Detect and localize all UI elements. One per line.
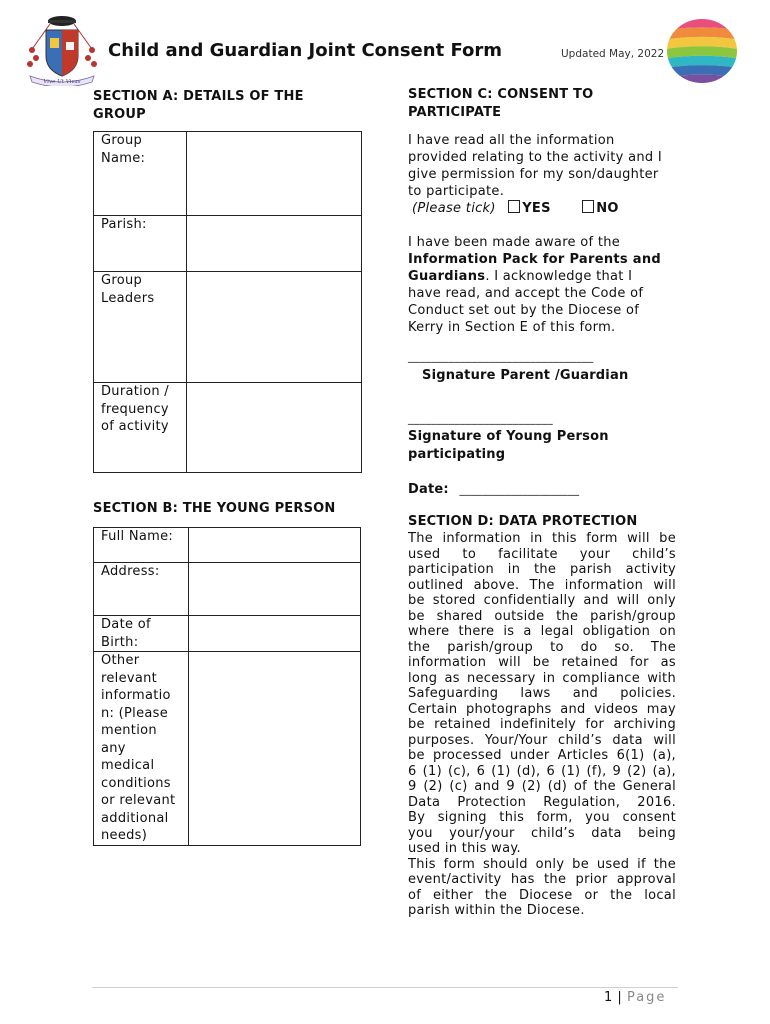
section-b-heading: SECTION B: THE YOUNG PERSON: [93, 501, 336, 516]
section-c: [408, 86, 676, 336]
colorful-globe-logo: [666, 18, 738, 84]
young-person-signature-label: Signature of Young Person participating: [408, 429, 609, 462]
group-name-row: [94, 132, 362, 216]
section-a-table: [93, 131, 362, 473]
full-name-row: [94, 528, 361, 563]
text-line: By signing this form, you consent: [408, 810, 676, 825]
address-row: [94, 563, 361, 616]
text-line: The information in this form will be: [408, 531, 676, 546]
text-line: This form should only be used if the: [408, 856, 676, 872]
date-label: Date:: [408, 482, 449, 497]
text-line: where there is a legal obligation on: [408, 624, 676, 639]
address-field[interactable]: [189, 563, 361, 616]
parish-row: [94, 216, 362, 272]
dob-row: [94, 616, 361, 652]
page-title: Child and Guardian Joint Consent Form: [108, 40, 503, 61]
crest-motto: Vive Ut Vivas: [43, 79, 81, 85]
text-line: be stored confidentially and will only: [408, 593, 676, 608]
updated-date: Updated May, 2022: [561, 48, 665, 60]
dob-field[interactable]: [189, 616, 361, 652]
info-pack-paragraph: I have been made aware of the Information Pack for Parents and Guardians. I acknowledge that I have read, and accept the Code of Conduct set out by the Diocese of Kerry in Section E of this form.: [408, 235, 661, 335]
text-line: of either the Diocese or the local: [408, 887, 676, 903]
text-line: be processed under Articles 6(1) (a),: [408, 748, 676, 763]
group-name-label: Group Name:: [94, 132, 187, 216]
text-line: you your/your child’s data being: [408, 825, 676, 841]
other-info-row: [94, 652, 361, 846]
full-name-field[interactable]: [189, 528, 361, 563]
text-line: participation in the parish activity: [408, 562, 676, 577]
text-line: used to facilitate your child’s: [408, 546, 676, 562]
text-line: 6 (1) (c), 6 (1) (d), 6 (1) (f), 9 (2) (a),: [408, 763, 676, 779]
text-line: the parish/group to do so. The: [408, 639, 676, 655]
text-line: be retained indefinitely for archiving: [408, 717, 676, 732]
parish-label: Parish:: [94, 216, 187, 272]
yes-checkbox[interactable]: YES: [508, 201, 551, 216]
other-info-field[interactable]: [189, 652, 361, 846]
young-person-signature-line[interactable]: _________________________: [408, 412, 553, 425]
other-info-label: Other relevant informatio n: (Please mention any medical conditions or relevant additional needs): [94, 652, 189, 846]
address-label: Address:: [94, 563, 189, 616]
parish-field[interactable]: [187, 216, 362, 272]
consent-tick-row: [408, 200, 676, 217]
group-leaders-field[interactable]: [187, 272, 362, 383]
text-line: 9 (2) (c) and 9 (2) (d) of the General: [408, 779, 676, 794]
consent-paragraph: I have read all the information provided relating to the activity and I give permission for my son/daughter to participate.: [408, 133, 662, 199]
date-field[interactable]: _____________________: [459, 483, 580, 496]
no-checkbox[interactable]: NO: [582, 201, 619, 216]
dob-label: Date of Birth:: [94, 616, 189, 652]
approval-note: [408, 857, 676, 919]
section-b-table: [93, 527, 361, 846]
group-name-field[interactable]: [187, 132, 362, 216]
section-c-heading: SECTION C: CONSENT TO PARTICIPATE: [408, 87, 594, 120]
date-row: [408, 481, 579, 499]
text-line: event/activity has the prior approval: [408, 872, 676, 887]
duration-label: Duration / frequency of activity: [94, 383, 187, 473]
text-line: Certain photographs and videos may: [408, 701, 676, 717]
section-d: [408, 513, 676, 919]
text-line: long as necessary in compliance with: [408, 670, 676, 686]
full-name-label: Full Name:: [94, 528, 189, 563]
text-line: parish within the Diocese.: [408, 903, 585, 918]
text-line: purposes. Your/Your child’s data will: [408, 732, 676, 748]
tick-prompt: (Please tick): [412, 201, 496, 216]
group-leaders-label: Group Leaders: [94, 272, 187, 383]
footer-divider: [92, 987, 678, 988]
globe-band: [666, 75, 738, 84]
duration-field[interactable]: [187, 383, 362, 473]
data-protection-text: [408, 531, 676, 857]
text-line: information will be retained for as: [408, 655, 676, 670]
diocese-crest-logo: [22, 12, 102, 86]
text-line: Data Protection Regulation, 2016.: [408, 794, 676, 810]
group-leaders-row: [94, 272, 362, 383]
text-line: Safeguarding laws and policies.: [408, 686, 676, 701]
text-line: be shared outside the parish/group: [408, 608, 676, 624]
text-line: used in this way.: [408, 841, 521, 856]
duration-row: [94, 383, 362, 473]
parent-signature-label: Signature Parent /Guardian: [422, 368, 629, 383]
parent-signature-line[interactable]: ________________________________: [408, 350, 594, 363]
text-line: outlined above. The information will: [408, 577, 676, 593]
section-a-heading: SECTION A: DETAILS OF THE GROUP: [93, 89, 304, 122]
section-d-heading: SECTION D: DATA PROTECTION: [408, 514, 638, 529]
page-number: 1 | Page: [604, 990, 667, 1005]
